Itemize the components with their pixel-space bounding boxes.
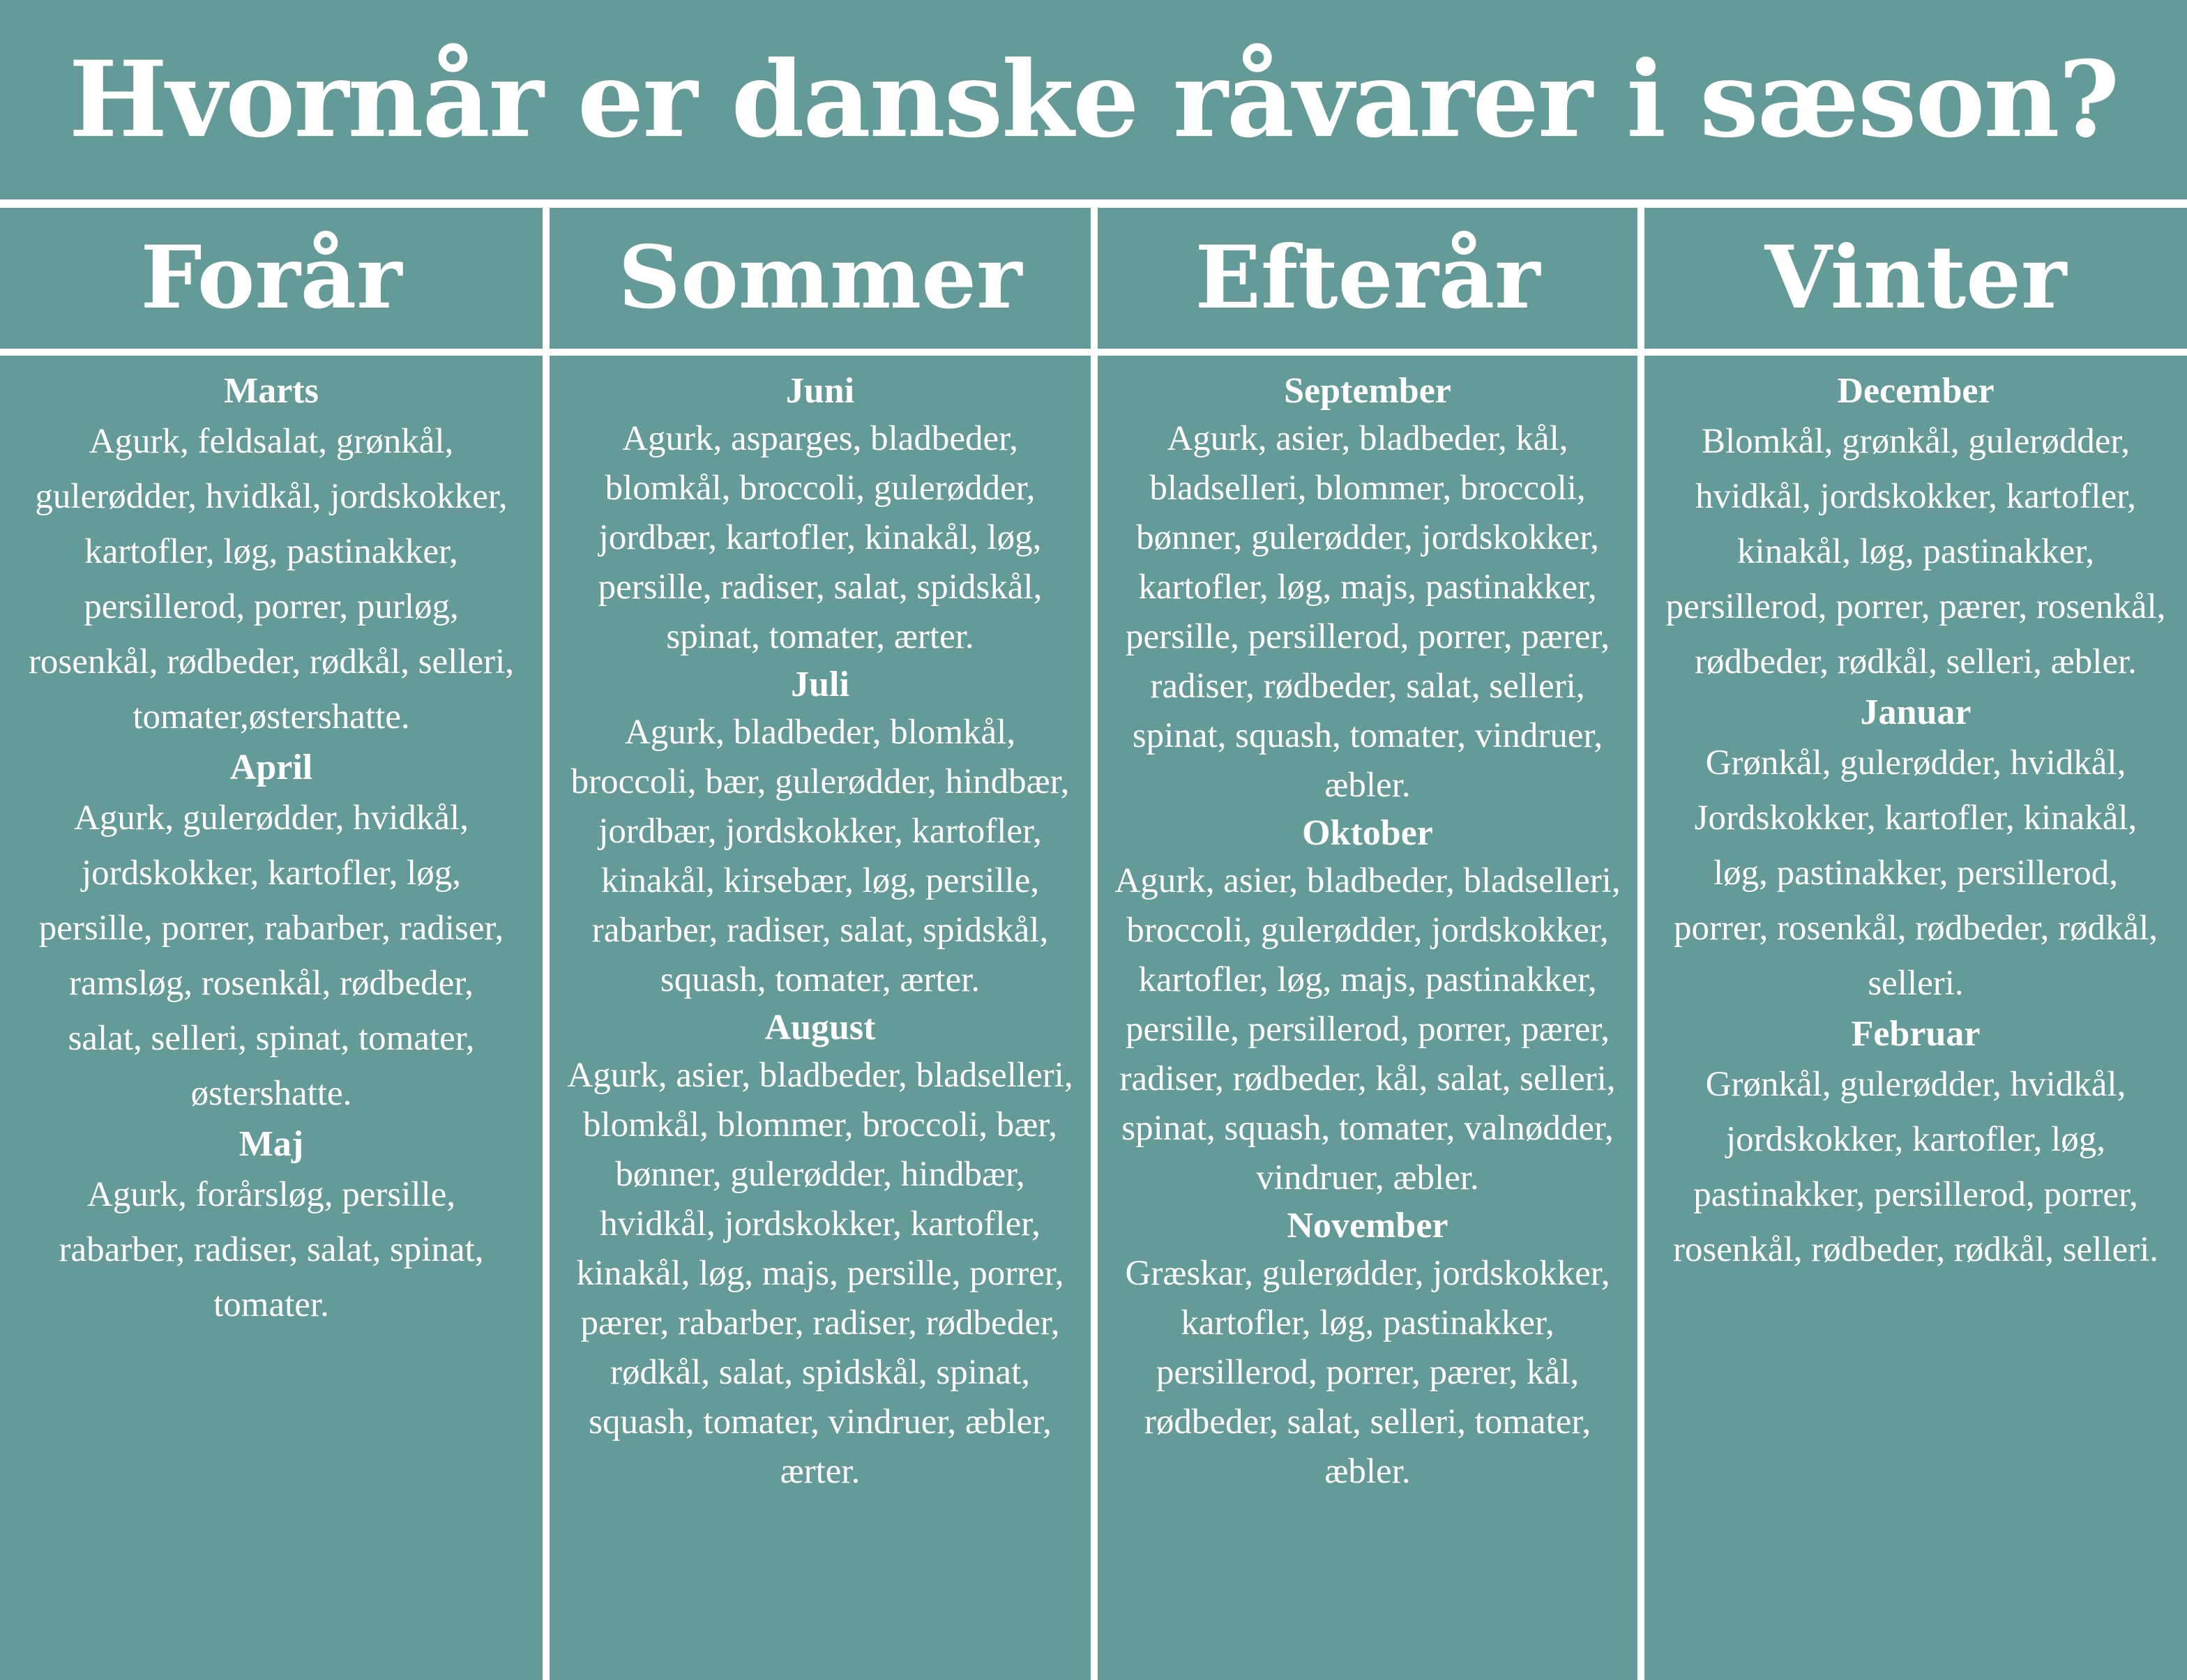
produce-list: Grønkål, gulerødder, hvidkål, jordskokker, kartofler, løg, pastinakker, persillerod, porrer, rosenkål, rødbeder, rødkål, selleri. [1672,1065,2159,1269]
season-column-foraar [0,356,543,1680]
season-column-vinter [1644,356,2187,1680]
season-title: Efterår [1195,227,1541,328]
produce-list: Agurk, asier, bladbeder, bladselleri, blomkål, blommer, broccoli, bær, bønner, gulerødder, hindbær, hvidkål, jordskokker, kartofler, kinakål, løg, majs, persille, porrer, pærer, rabarber, radiser, rødbeder, rødkål, salat, spidskål, spinat, squash, tomater, vindruer, æbler, ærter. [567,1056,1073,1491]
month-title: November [1287,1206,1448,1246]
produce-list: Agurk, bladbeder, blomkål, broccoli, bær, gulerødder, hindbær, jordbær, jordskokker, kartofler, kinakål, kirsebær, løg, persille, rabarber, radiser, salat, spidskål, squash, tomater, ærter. [570,713,1070,999]
month-title: Oktober [1302,813,1433,853]
month-title: Februar [1851,1014,1981,1054]
month-title: Marts [224,371,319,411]
season-column-efteraar [1098,356,1637,1680]
produce-list: Græskar, gulerødder, jordskokker, kartofler, løg, pastinakker, persillerod, porrer, pærer, kål, rødbeder, salat, selleri, tomater, æbler. [1125,1254,1610,1491]
season-header-efteraar [1098,208,1637,349]
month-title: December [1837,371,1995,411]
season-title: Sommer [618,227,1022,328]
month-title: Juni [785,371,855,411]
produce-list: Agurk, forårsløg, persille, rabarber, radiser, salat, spinat, tomater. [59,1175,484,1324]
month-title: Juli [791,665,849,704]
produce-list: Blomkål, grønkål, gulerødder, hvidkål, jordskokker, kartofler, kinakål, løg, pastinakker, persillerod, porrer, pærer, rosenkål, rødbeder, rødkål, selleri, æbler. [1665,422,2166,681]
produce-list: Grønkål, gulerødder, hvidkål, Jordskokker, kartofler, kinakål, løg, pastinakker, persillerod, porrer, rosenkål, rødbeder, rødkål, selleri. [1673,743,2158,1003]
month-title: September [1284,371,1451,411]
season-header-foraar [0,208,543,349]
produce-list: Agurk, asier, bladbeder, bladselleri, broccoli, gulerødder, jordskokker, kartofler, løg, majs, pastinakker, persille, persillerod, porrer, pærer, radiser, rødbeder, kål, salat, selleri, spinat, squash, tomater, valnødder, vindruer, æbler. [1114,861,1621,1197]
season-header-sommer [550,208,1091,349]
month-title: April [229,748,313,787]
produce-list: Agurk, asier, bladbeder, kål, bladselleri, blommer, broccoli, bønner, gulerødder, jordskokker, kartofler, løg, majs, pastinakker, persille, persillerod, porrer, pærer, radiser, rødbeder, salat, selleri, spinat, squash, tomater, vindruer, æbler. [1125,419,1610,805]
month-title: August [764,1008,876,1047]
month-title: Maj [239,1124,304,1164]
season-column-sommer [550,356,1091,1680]
month-title: Januar [1860,693,1972,732]
season-title: Forår [140,227,402,328]
season-title: Vinter [1764,227,2067,328]
produce-list: Agurk, feldsalat, grønkål, gulerødder, hvidkål, jordskokker, kartofler, løg, pastinakker, persillerod, porrer, purløg, rosenkål, rødbeder, rødkål, selleri, tomater,østershatte. [28,422,515,736]
produce-list: Agurk, gulerødder, hvidkål, jordskokker, kartofler, løg, persille, porrer, rabarber, radiser, ramsløg, rosenkål, rødbeder, salat, selleri, spinat, tomater, østershatte. [38,799,504,1113]
season-header-vinter [1644,208,2187,349]
produce-list: Agurk, asparges, bladbeder, blomkål, broccoli, gulerødder, jordbær, kartofler, kinakål, løg, persille, radiser, salat, spidskål, spinat, tomater, ærter. [598,419,1043,656]
title-banner [0,0,2187,199]
page-title: Hvornår er danske råvarer i sæson? [68,38,2119,161]
